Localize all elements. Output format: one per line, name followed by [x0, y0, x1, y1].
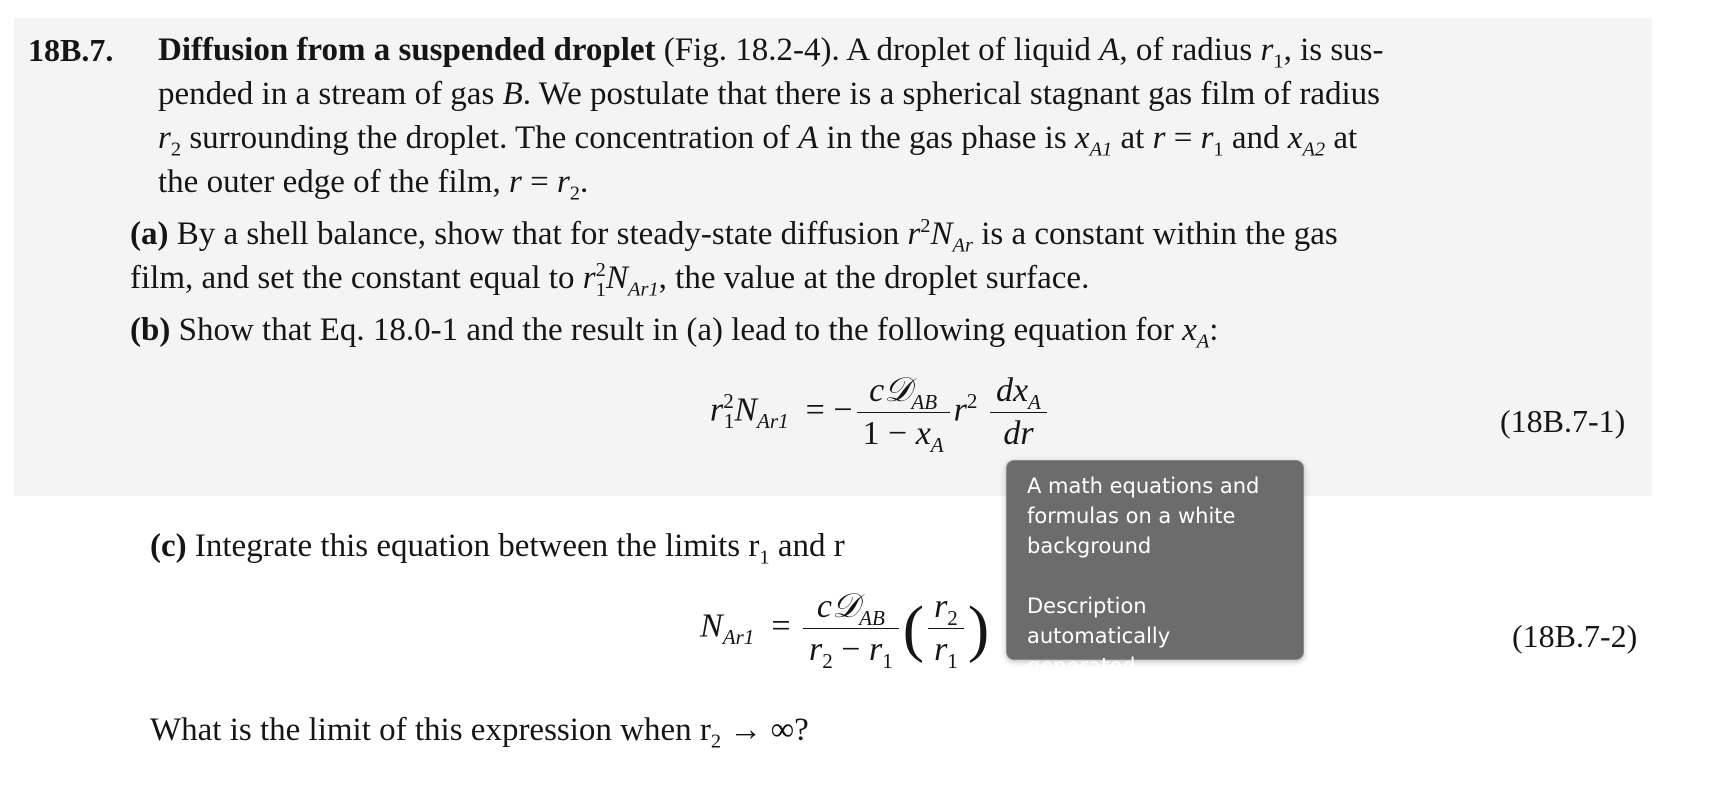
- tooltip-line: A math equations and: [1027, 474, 1260, 498]
- part-a-text: , the value at the droplet surface.: [658, 260, 1090, 296]
- question-text: → ∞?: [729, 712, 809, 748]
- part-a-text: is a constant within the gas: [972, 216, 1338, 252]
- intro-text: , is sus-: [1283, 32, 1384, 68]
- intro-text: in the gas phase is: [818, 120, 1075, 156]
- equation-18b7-2: $N_{Ar1}$ = $\frac{c𝒟_{AB}}{r_2 - r_1}$ ( $\frac{r_2}{r_1}$ ): [700, 588, 990, 673]
- limit-question: What is the limit of this expression when $r_2$ → ∞?: [150, 712, 809, 753]
- tooltip-line: background: [1027, 534, 1152, 558]
- intro-text: , of radius: [1119, 32, 1261, 68]
- part-c-text: and r: [769, 528, 845, 564]
- problem-intro: Diffusion from a suspended droplet (Fig. 18.2-4). A droplet of liquid A, of radius $r_1$, is sus- pended in a stream of gas B. We postulate that there is a spherical stagnant gas film of radius $r_2$ surrounding the droplet. The concentration of A in the gas phase is $x_{A1}$ at $r = r_1$ and $x_{A2}$ at the outer edge of the film, $r = r_2$.: [158, 32, 1384, 205]
- intro-text: at: [1112, 120, 1153, 156]
- part-b-text: Show that Eq. 18.0-1 and the result in (a) lead to the following equation for: [170, 312, 1183, 348]
- problem-title: Diffusion from a suspended droplet: [158, 32, 656, 68]
- equation-18b7-1: $r^2_1N_{Ar1}$ = − $\frac{c𝒟_{AB}}{1 - x_A}$ $r^2$ $\frac{dx_A}{dr}$: [710, 372, 1051, 453]
- equation-number-1: (18B.7-1): [1500, 403, 1626, 439]
- intro-text: . We postulate that there is a spherical stagnant gas film of radius: [522, 76, 1380, 112]
- alt-text-tooltip: [1006, 460, 1304, 678]
- part-a-text: By a shell balance, show that for steady-state diffusion: [168, 216, 908, 252]
- part-b-line: (b) Show that Eq. 18.0-1 and the result in (a) lead to the following equation for $x_A$:: [130, 312, 1219, 353]
- equation-number-2: (18B.7-2): [1512, 618, 1638, 654]
- part-c-line: (c) Integrate this equation between the limits $r_1$ and r: [150, 528, 845, 569]
- intro-text: and: [1223, 120, 1288, 156]
- intro-text: (Fig. 18.2-4). A droplet of liquid: [655, 32, 1100, 68]
- part-a-line-1: (a) By a shell balance, show that for steady-state diffusion $r^2N_{Ar}$ is a constant within the gas: [130, 215, 1338, 257]
- part-a-text: film, and set the constant equal to: [130, 260, 583, 296]
- tooltip-line: generated: [1027, 654, 1136, 678]
- part-a-label: (a): [130, 216, 169, 252]
- intro-text: at: [1325, 120, 1358, 156]
- question-text: What is the limit of this expression when r: [150, 712, 711, 748]
- part-b-label: (b): [130, 312, 171, 348]
- part-a-line-2: film, and set the constant equal to $r^2_1N_{Ar1}$, the value at the droplet surface.: [130, 259, 1090, 301]
- intro-text: pended in a stream of gas: [158, 76, 503, 112]
- intro-text: surrounding the droplet. The concentration of: [181, 120, 799, 156]
- part-c-text: Integrate this equation between the limits r: [186, 528, 760, 564]
- part-c-label: (c): [150, 528, 187, 564]
- problem-number: 18B.7.: [28, 32, 114, 68]
- tooltip-line: formulas on a white: [1027, 504, 1236, 528]
- tooltip-line: Description automatically: [1027, 594, 1171, 648]
- intro-text: the outer edge of the film,: [158, 164, 509, 200]
